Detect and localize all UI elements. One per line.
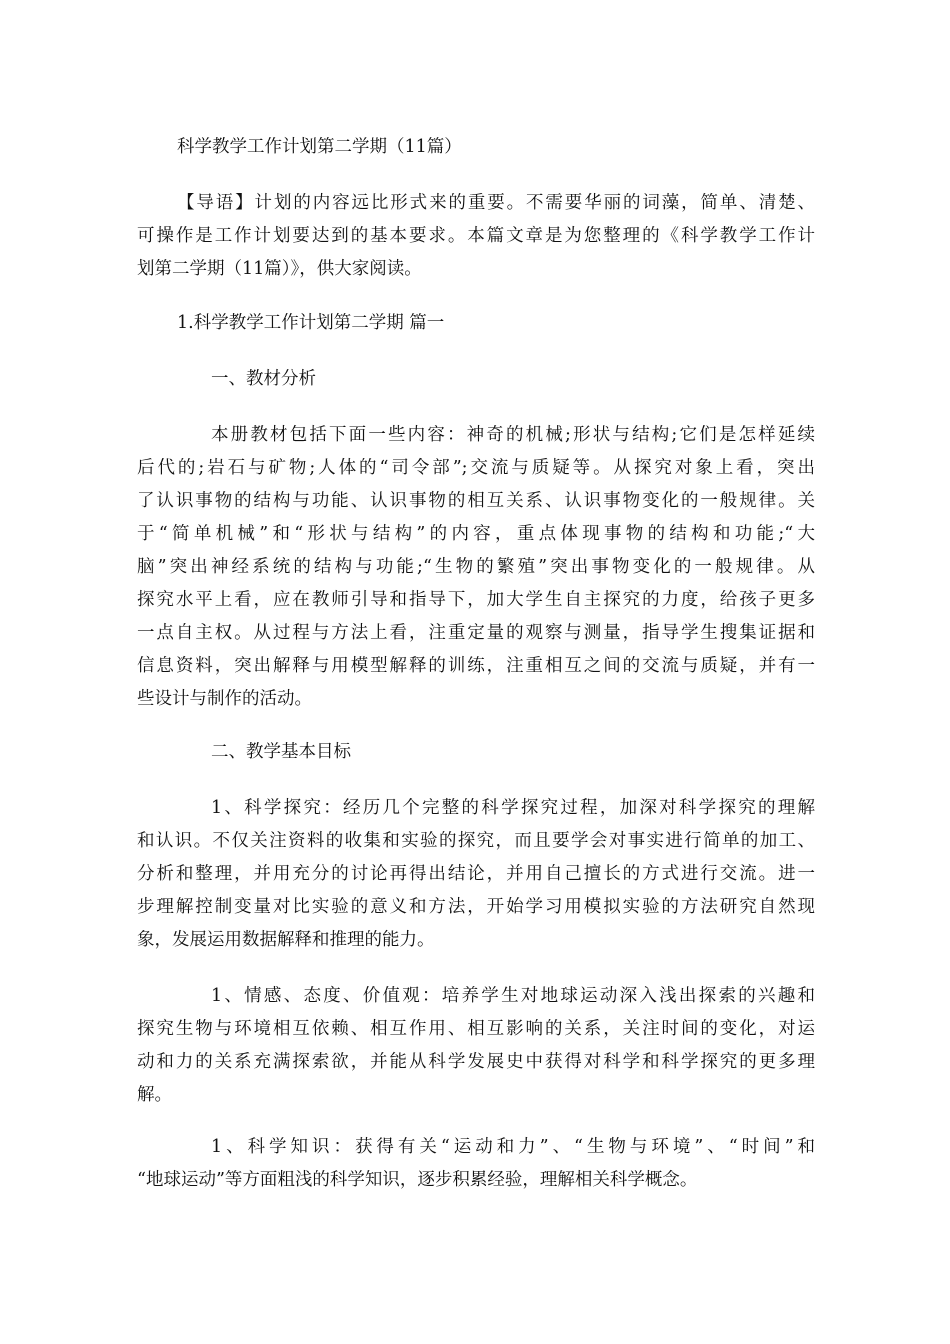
materials-analysis-paragraph: 本册教材包括下面一些内容：神奇的机械;形状与结构;它们是怎样延续 后代的;岩石与矿物;人体的“司令部”;交流与质疑等。从探究对象上看，突出 了认识事物的结构与功能、认识事物的相互关系、认识事物变化的一般规律。关 于“简单机械”和“形状与结构”的内容，重点体现事物的结构和功能;“大 脑”突出神经系统的结构与功能;“生物的繁殖”突出事物变化的一般规律。从 探究水平上看，应在教师引导和指导下，加大学生自主探究的力度，给孩子更多 一点自主权。从过程与方法上看，注重定量的观察与测量，指导学生搜集证据和 信息资料，突出解释与用模型解释的训练，注重相互之间的交流与质疑，并有一 些设计与制作的活动。 xyxy=(137,425,815,709)
goal-inquiry-paragraph: 1、科学探究：经历几个完整的科学探究过程，加深对科学探究的理解 和认识。不仅关注资料的收集和实验的探究，而且要学会对事实进行简单的加工、 分析和整理，并用充分的讨论再得出结论，并用自己擅长的方式进行交流。进一 步理解控制变量对比实验的意义和方法，开始学习用模拟实验的方法研究自然现 象，发展运用数据解释和推理的能力。 xyxy=(137,798,815,950)
goal-attitude-paragraph: 1、情感、态度、价值观：培养学生对地球运动深入浅出探索的兴趣和 探究生物与环境相互依赖、相互作用、相互影响的关系，关注时间的变化，对运 动和力的关系充满探索欲，并能从科学发展史中获得对科学和科学探究的更多理 解。 xyxy=(137,986,815,1105)
section-heading-goals: 二、教学基本目标 xyxy=(211,742,351,762)
intro-paragraph: 【导语】计划的内容远比形式来的重要。不需要华丽的词藻，简单、清楚、 可操作是工作计划要达到的基本要求。本篇文章是为您整理的《科学教学工作计 划第二学期（11篇）》，供大家阅读。 xyxy=(137,193,815,279)
goal-knowledge-paragraph: 1、科学知识：获得有关“运动和力”、“生物与环境”、“时间”和 “地球运动”等方面粗浅的科学知识，逐步积累经验，理解相关科学概念。 xyxy=(137,1137,815,1190)
article-heading: 1.科学教学工作计划第二学期 篇一 xyxy=(177,313,445,333)
document-title: 科学教学工作计划第二学期（11篇） xyxy=(177,137,462,157)
section-heading-materials: 一、教材分析 xyxy=(211,369,316,389)
